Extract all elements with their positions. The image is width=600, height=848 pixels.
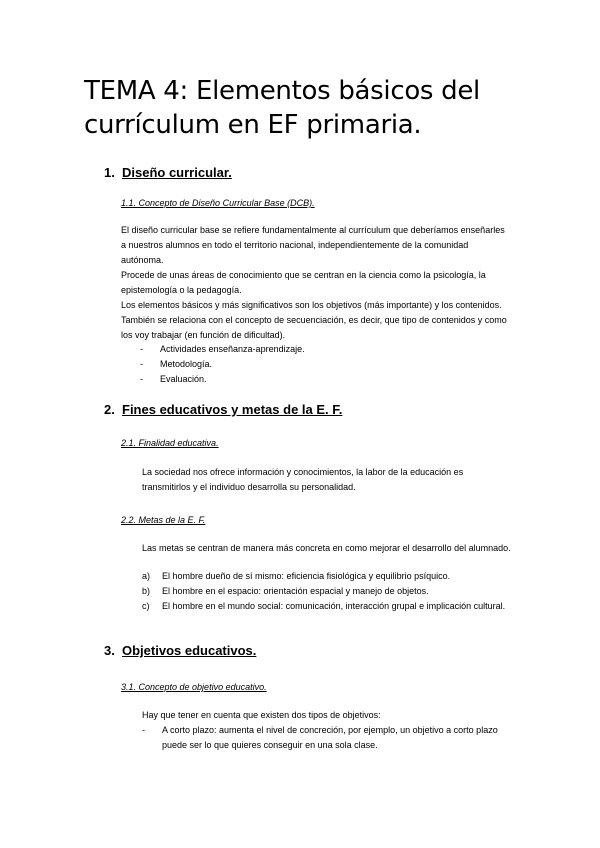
section-2-heading bbox=[104, 402, 342, 418]
section-1-paragraph-1: El diseño curricular base se refiere fundamentalmente al currículum que deberíamos enseñarles a nuestros alumnos en todo el territorio nacional, independientemente de la comunidad autónoma. bbox=[121, 225, 505, 265]
section-3-title: Objetivos educativos. bbox=[122, 643, 257, 658]
list-marker: - bbox=[140, 373, 143, 384]
list-item: b) El hombre en el espacio: orientación espacial y manejo de objetos. bbox=[142, 584, 512, 599]
list-marker: a) bbox=[142, 571, 151, 581]
section-1-title: Diseño curricular. bbox=[122, 165, 232, 180]
list-item: - A corto plazo: aumenta el nivel de concreción, por ejemplo, un objetivo a corto plazo puede ser lo que quieres conseguir en una sola clase. bbox=[142, 725, 498, 750]
page-title: TEMA 4: Elementos básicos del currículum en EF primaria. bbox=[84, 76, 480, 140]
section-3-list bbox=[142, 723, 512, 753]
section-1-heading bbox=[104, 165, 232, 181]
section-3-heading bbox=[104, 643, 256, 659]
section-2-paragraph-1: La sociedad nos ofrece información y conocimientos, la labor de la educación es transmitirlos y el individuo desarrolla su personalidad. bbox=[142, 467, 464, 492]
list-item: - Actividades enseñanza-aprendizaje. bbox=[140, 342, 520, 357]
section-1-paragraph-2: Procede de unas áreas de conocimiento que se centran en la ciencia como la psicología, la epistemología o la pedagogía. bbox=[121, 270, 486, 295]
section-1-number: 1. bbox=[104, 165, 115, 180]
section-3-number: 3. bbox=[104, 643, 115, 658]
subsection-3-1-heading: 3.1. Concepto de objetivo educativo. bbox=[121, 682, 267, 692]
section-2-title: Fines educativos y metas de la E. F. bbox=[122, 402, 343, 417]
list-item: - Evaluación. bbox=[140, 372, 520, 387]
section-2-paragraph-2: Las metas se centran de manera más concreta en como mejorar el desarrollo del alumnado. bbox=[142, 543, 511, 553]
subsection-2-2-heading: 2.2. Metas de la E. F. bbox=[121, 515, 206, 525]
list-item: - Metodología. bbox=[140, 357, 520, 372]
section-2-number: 2. bbox=[104, 402, 115, 417]
subsection-1-1-heading: 1.1. Concepto de Diseño Curricular Base (DCB). bbox=[121, 198, 315, 208]
section-1-list bbox=[140, 342, 520, 386]
subsection-2-1-heading: 2.1. Finalidad educativa. bbox=[121, 438, 219, 448]
section-3-paragraph-1: Hay que tener en cuenta que existen dos tipos de objetivos: bbox=[142, 710, 381, 720]
list-item: a) El hombre dueño de sí mismo: eficiencia fisiológica y equilibrio psíquico. bbox=[142, 569, 512, 584]
list-item: c) El hombre en el mundo social: comunicación, interacción grupal e implicación cultural. bbox=[142, 599, 512, 614]
list-marker: - bbox=[142, 725, 145, 735]
list-marker: - bbox=[140, 344, 143, 354]
list-marker: c) bbox=[142, 600, 150, 611]
list-marker: - bbox=[140, 358, 143, 369]
section-1-paragraph-3: Los elementos básicos y más significativos son los objetivos (más importante) y los contenidos. También se relaciona con el concepto de secuenciación, es decir, que tipo de contenidos y como los voy trabajar (en función de dificultad). bbox=[121, 300, 507, 340]
list-marker: b) bbox=[142, 585, 151, 596]
section-2-list bbox=[142, 569, 512, 613]
